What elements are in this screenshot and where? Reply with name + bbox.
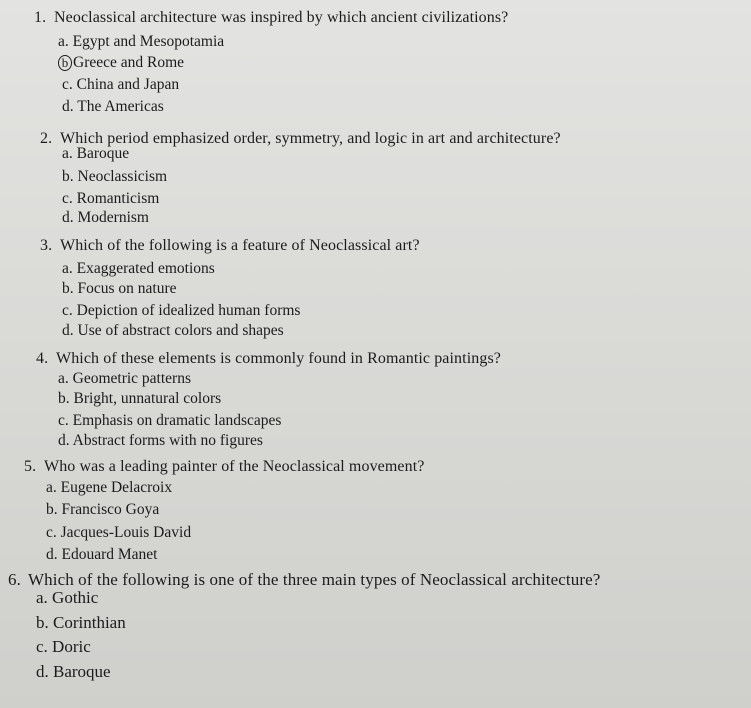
option-b	[46, 500, 159, 520]
option-text: Focus on nature	[77, 280, 177, 297]
option-b	[58, 389, 221, 409]
option-text: Jacques-Louis David	[60, 524, 192, 541]
option-a	[58, 369, 191, 389]
option-text: Abstract forms with no figures	[72, 432, 263, 449]
option-text: Francisco Goya	[61, 501, 160, 518]
question-number: 2.	[40, 130, 53, 147]
option-c	[62, 189, 159, 209]
option-c	[36, 637, 91, 657]
option-letter: d.	[62, 98, 74, 115]
option-letter: a.	[46, 479, 57, 496]
question-text: Neoclassical architecture was inspired by which ancient civilizations?	[54, 9, 509, 26]
option-text: Greece and Rome	[73, 54, 185, 71]
question-number: 1.	[34, 9, 47, 26]
option-text: Bright, unnatural colors	[73, 390, 222, 407]
question-text: Which period emphasized order, symmetry, and logic in art and architecture?	[60, 130, 561, 147]
question-text: Who was a leading painter of the Neoclassical movement?	[44, 458, 425, 475]
option-letter: c.	[58, 412, 69, 429]
option-d	[62, 208, 149, 228]
option-letter: a.	[58, 370, 69, 387]
option-text: Baroque	[76, 145, 130, 162]
option-d	[46, 545, 157, 565]
option-text: Neoclassicism	[77, 168, 168, 185]
option-d	[36, 662, 111, 682]
option-letter: a.	[36, 588, 48, 607]
option-text: Geometric patterns	[72, 370, 191, 387]
option-text: Baroque	[53, 662, 111, 681]
option-b	[36, 613, 126, 633]
option-text: Doric	[52, 637, 91, 656]
option-a	[62, 259, 215, 279]
option-letter: b.	[36, 613, 49, 632]
option-text: Exaggerated emotions	[76, 260, 215, 277]
option-d	[62, 97, 164, 117]
question-number: 5.	[24, 458, 37, 475]
option-d	[58, 431, 263, 451]
question-stem	[8, 570, 600, 590]
option-c	[46, 523, 191, 543]
circled-answer-mark: b	[58, 55, 72, 71]
option-d	[62, 321, 284, 341]
option-letter: b.	[62, 280, 74, 297]
option-letter: a.	[62, 260, 73, 277]
option-b-selected	[58, 53, 184, 73]
option-text: Corinthian	[53, 613, 126, 632]
question-stem	[24, 457, 424, 477]
question-text: Which of the following is one of the three main types of Neoclassical architecture?	[28, 570, 601, 589]
option-a	[36, 588, 98, 608]
option-letter: d.	[36, 662, 49, 681]
option-letter: d.	[46, 546, 58, 563]
option-text: Modernism	[77, 209, 149, 226]
option-letter: d.	[62, 322, 74, 339]
option-letter: a.	[58, 33, 69, 50]
option-letter: c.	[62, 76, 73, 93]
question-stem	[34, 8, 508, 28]
option-letter: c.	[46, 524, 57, 541]
question-stem	[36, 349, 501, 369]
question-text: Which of the following is a feature of Neoclassical art?	[60, 237, 420, 254]
option-text: Eugene Delacroix	[60, 479, 173, 496]
option-b	[62, 167, 167, 187]
option-letter: c.	[62, 190, 73, 207]
option-text: Emphasis on dramatic landscapes	[72, 412, 282, 429]
option-c	[62, 301, 300, 321]
option-a	[62, 144, 129, 164]
option-text: Depiction of idealized human forms	[76, 302, 301, 319]
question-stem	[40, 236, 420, 256]
option-a	[46, 478, 172, 498]
option-letter: b.	[58, 390, 70, 407]
question-number: 6.	[8, 570, 21, 589]
option-letter: b.	[46, 501, 58, 518]
option-text: Edouard Manet	[61, 546, 158, 563]
question-number: 3.	[40, 237, 53, 254]
option-text: Egypt and Mesopotamia	[72, 33, 225, 50]
option-a	[58, 32, 224, 52]
option-letter: a.	[62, 145, 73, 162]
option-text: Gothic	[52, 588, 99, 607]
option-c	[58, 411, 281, 431]
question-number: 4.	[36, 350, 49, 367]
option-b	[62, 279, 177, 299]
option-text: The Americas	[77, 98, 164, 115]
option-text: China and Japan	[76, 76, 180, 93]
option-letter: b.	[62, 168, 74, 185]
option-letter: d.	[58, 432, 70, 449]
option-letter: c.	[36, 637, 48, 656]
option-text: Romanticism	[76, 190, 160, 207]
option-text: Use of abstract colors and shapes	[77, 322, 284, 339]
option-letter: c.	[62, 302, 73, 319]
option-c	[62, 75, 179, 95]
option-letter: d.	[62, 209, 74, 226]
question-text: Which of these elements is commonly found in Romantic paintings?	[56, 350, 501, 367]
